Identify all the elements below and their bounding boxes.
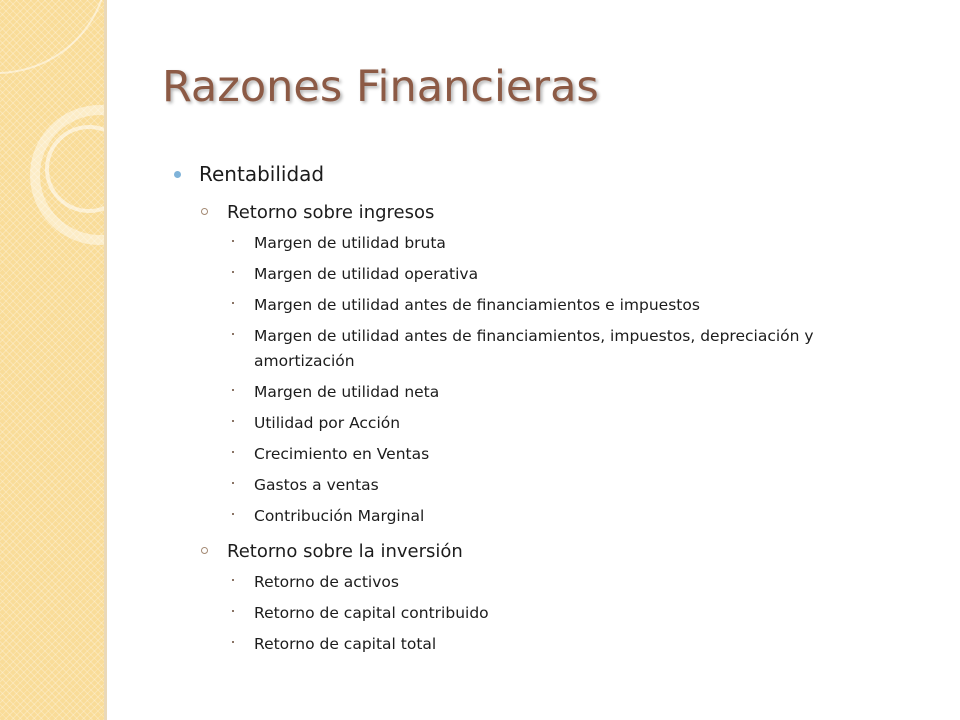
decorative-ring-large: [0, 0, 104, 74]
list-item: Retorno de capital total: [254, 635, 437, 653]
decorative-sidebar: [0, 0, 104, 720]
list-item: Contribución Marginal: [254, 507, 425, 525]
list-item: Retorno de activos: [254, 573, 399, 591]
bullet-square-icon: [232, 482, 234, 484]
list-item: Margen de utilidad antes de financiamientos, impuestos, depreciación y: [254, 327, 814, 345]
bullet-ring-icon: [201, 547, 208, 554]
section-heading: Retorno sobre ingresos: [227, 202, 435, 223]
bullet-square-icon: [232, 451, 234, 453]
list-item-continuation: amortización: [254, 352, 355, 370]
bullet-ring-icon: [201, 208, 208, 215]
list-item: Margen de utilidad antes de financiamientos e impuestos: [254, 296, 700, 314]
list-item: Margen de utilidad operativa: [254, 265, 479, 283]
list-item: Margen de utilidad bruta: [254, 234, 446, 252]
list-item: Retorno de capital contribuido: [254, 604, 489, 622]
bullet-square-icon: [232, 579, 234, 581]
list-item: Crecimiento en Ventas: [254, 445, 430, 463]
bullet-square-icon: [232, 420, 234, 422]
list-item: Margen de utilidad neta: [254, 383, 440, 401]
bullet-square-icon: [232, 389, 234, 391]
list-item: Utilidad por Acción: [254, 414, 401, 432]
bullet-square-icon: [232, 610, 234, 612]
bullet-square-icon: [232, 271, 234, 273]
sidebar-divider: [104, 0, 107, 720]
bullet-square-icon: [232, 302, 234, 304]
list-item: Gastos a ventas: [254, 476, 379, 494]
bullet-square-icon: [232, 513, 234, 515]
bullet-square-icon: [232, 641, 234, 643]
section-heading: Retorno sobre la inversión: [227, 541, 463, 562]
bullet-square-icon: [232, 333, 234, 335]
bullet-square-icon: [232, 240, 234, 242]
slide-title: Razones Financieras: [162, 62, 599, 112]
bullet-dot-icon: [174, 171, 181, 178]
list-item-level1: Rentabilidad: [199, 162, 325, 186]
